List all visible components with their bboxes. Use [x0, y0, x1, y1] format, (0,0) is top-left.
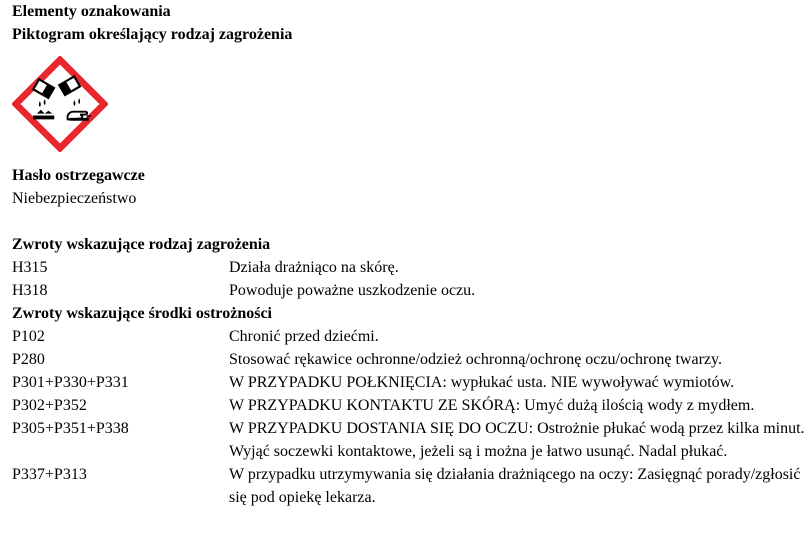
precautionary-statement-row — [12, 371, 807, 394]
statement-text: Stosować rękawice ochronne/odzież ochronną/ochronę oczu/ochronę twarzy. — [229, 351, 722, 368]
statement-text: W PRZYPADKU POŁKNIĘCIA: wypłukać usta. NIE wywoływać wymiotów. — [229, 374, 735, 391]
signal-word: Niebezpieczeństwo — [12, 190, 137, 207]
statement-text: W przypadku utrzymywania się działania drażniącego na oczy: Zasięgnąć porady/zgłosić się pod opiekę lekarza. — [229, 466, 801, 506]
hazard-statements-list — [12, 256, 807, 302]
pictogram-heading: Piktogram określający rodzaj zagrożenia — [12, 26, 293, 43]
statement-code: H315 — [12, 259, 48, 276]
statement-text: W PRZYPADKU DOSTANIA SIĘ DO OCZU: Ostrożnie płukać wodą przez kilka minut. Wyjąć soczewki kontaktowe, jeżeli są i można je łatwo usunąć. Nadal płukać. — [229, 420, 805, 460]
statement-code: P337+P313 — [12, 466, 87, 483]
statement-text: W PRZYPADKU KONTAKTU ZE SKÓRĄ: Umyć dużą ilością wody z mydłem. — [229, 397, 755, 414]
precautionary-statement-row — [12, 325, 807, 348]
statement-text: Chronić przed dziećmi. — [229, 328, 379, 345]
precautionary-statements-list — [12, 325, 807, 509]
statement-code: P280 — [12, 351, 45, 368]
precautionary-statement-row — [12, 394, 807, 417]
label-elements-section — [12, 0, 807, 509]
statement-code: P305+P351+P338 — [12, 420, 129, 437]
corrosion-ghs05-icon — [12, 56, 108, 152]
statement-code: P102 — [12, 328, 45, 345]
hazard-statements-heading: Zwroty wskazujące rodzaj zagrożenia — [12, 236, 271, 253]
statement-text: Powoduje poważne uszkodzenie oczu. — [229, 282, 476, 299]
signal-word-heading: Hasło ostrzegawcze — [12, 167, 145, 184]
statement-code: P301+P330+P331 — [12, 374, 129, 391]
statement-code: H318 — [12, 282, 48, 299]
precautionary-statement-row — [12, 417, 807, 463]
precautionary-statement-row — [12, 348, 807, 371]
section-heading: Elementy oznakowania — [12, 3, 171, 20]
precautionary-statements-heading: Zwroty wskazujące środki ostrożności — [12, 305, 272, 322]
statement-code: P302+P352 — [12, 397, 87, 414]
hazard-statement-row — [12, 279, 807, 302]
hazard-statement-row — [12, 256, 807, 279]
precautionary-statement-row — [12, 463, 807, 509]
statement-text: Działa drażniąco na skórę. — [229, 259, 399, 276]
